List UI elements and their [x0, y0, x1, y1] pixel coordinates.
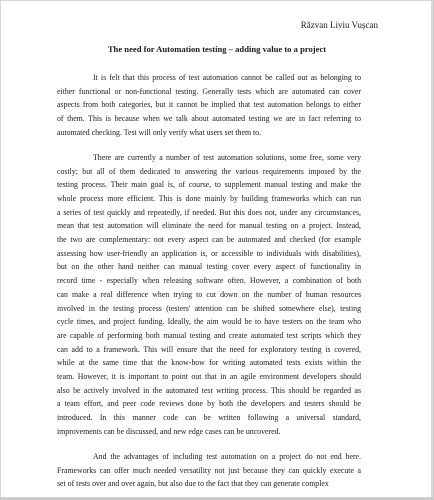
- text-line: of them. This is because when we talk about automated testing we are in fact referring to: [57, 114, 361, 124]
- text-line: involved in the testing process (testers' attention can be shifted somewhere else), testing: [57, 303, 361, 313]
- author-name: Răzvan Liviu Vușcan: [300, 20, 378, 30]
- document-title: The need for Automation testing – adding value to a project: [107, 44, 327, 54]
- text-line: cycle times, and project funding. Ideally, the aim would be to have testers on the team who: [57, 317, 361, 327]
- text-line: a team effort, and peer code reviews done by both the developers and testers should be: [57, 399, 361, 409]
- text-line: whole process more efficient. This is done mainly by building frameworks which can run: [57, 194, 361, 203]
- text-line: It is felt that this process of test automation cannot be called out as belonging to: [93, 73, 361, 82]
- text-line: while at the same time that the know-how for writing automated tests exists within the: [57, 358, 361, 368]
- text-line: costly; but all of them dedicated to answering the various requirements imposed by the: [57, 166, 361, 176]
- paragraph: [57, 71, 361, 139]
- text-line: assessing how user-friendly an application is, or accessible to individuals with disabilities),: [57, 248, 361, 258]
- text-line: There are currently a number of test automation solutions, some free, some very: [93, 152, 361, 162]
- text-line: testing process. Their main goal is, of course, to supplement manual testing and make the: [57, 180, 361, 190]
- document-body: [57, 71, 361, 491]
- text-line: improvements can be discussed, and new edge cases can be uncovered.: [57, 426, 281, 436]
- text-line: are capable of performing both manual testing and create automated test scripts which they: [57, 330, 361, 340]
- text-line: team. However, it is important to point out that in an agile environment developers should: [57, 371, 361, 381]
- text-line: also be actively involved in the automated test writing process. This should be regarded as: [57, 385, 361, 395]
- text-line: And the advantages of including test automation on a project do not end here.: [93, 451, 361, 461]
- text-line: either functional or non-functional testing. Generally tests which are automated can cover: [57, 86, 361, 96]
- text-line: a series of test quickly and repeatedly, if needed. But this does not, under any circumstances,: [57, 207, 361, 217]
- text-line: mean that test automation will eliminate the need for manual testing on a project. Instead,: [57, 221, 361, 231]
- text-line: introduced. In this manner code can be written following a universal standard,: [57, 413, 361, 422]
- text-line: set of tests over and over again, but also due to the fact that they can generate complex: [57, 479, 329, 489]
- text-line: record time - especially when releasing software often. However, a combination of both: [57, 276, 361, 286]
- text-line: but on the other hand neither can manual testing cover every aspect of functionality in: [57, 262, 361, 272]
- text-line: can add to a framework. This will ensure that the need for exploratory testing is covered,: [57, 344, 361, 354]
- text-line: the two are complementary: not every aspect can be automated and checked (for example: [57, 235, 361, 245]
- text-line: can make a real difference when trying to cut down on the number of human resources: [57, 289, 361, 299]
- text-line: Frameworks can offer much needed versatility not just because they can quickly execute a: [57, 465, 361, 475]
- paragraph: [57, 450, 361, 491]
- text-line: automated checking. Test will only verify what users set them to.: [57, 127, 262, 137]
- paragraph: [57, 151, 361, 438]
- text-line: aspects from both categories, but it cannot be implied that test automation belongs to either: [57, 100, 361, 110]
